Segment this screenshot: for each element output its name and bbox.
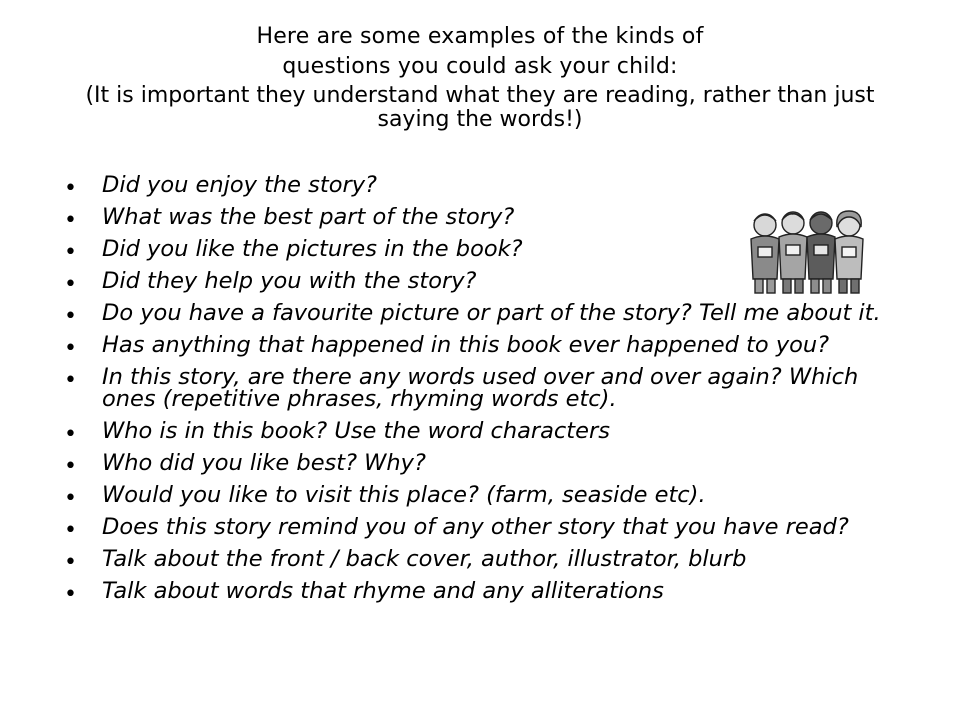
list-item	[60, 332, 910, 361]
bullet-icon: •	[64, 486, 77, 511]
heading-line-2: questions you could ask your child:	[282, 54, 678, 79]
question-text: Has anything that happened in this book ever happened to you?	[102, 332, 830, 358]
slide-heading	[50, 22, 910, 132]
list-item	[60, 300, 910, 329]
question-text: What was the best part of the story?	[102, 204, 515, 230]
question-text: Did they help you with the story?	[102, 268, 477, 294]
list-item	[60, 450, 910, 479]
question-text: Did you like the pictures in the book?	[102, 236, 523, 262]
list-item	[60, 514, 910, 543]
heading-line-1: Here are some examples of the kinds of	[256, 24, 704, 49]
bullet-icon: •	[64, 550, 77, 575]
list-item	[60, 418, 910, 447]
question-text: Who did you like best? Why?	[102, 450, 426, 476]
question-text: In this story, are there any words used over and over again? Which ones (repetitive phrases, rhyming words etc).	[102, 364, 859, 412]
bullet-icon: •	[64, 518, 77, 543]
bullet-icon: •	[64, 336, 77, 361]
list-item	[60, 482, 910, 511]
bullet-icon: •	[64, 208, 77, 233]
children-reading-icon	[745, 205, 867, 297]
question-text: Does this story remind you of any other story that you have read?	[102, 514, 849, 540]
bullet-icon: •	[64, 240, 77, 265]
list-item	[60, 578, 910, 607]
question-text: Do you have a favourite picture or part of the story? Tell me about it.	[102, 300, 881, 326]
question-text: Did you enjoy the story?	[102, 172, 377, 198]
list-item	[60, 366, 910, 410]
list-item	[60, 172, 910, 201]
question-text: Who is in this book? Use the word characters	[102, 418, 610, 444]
heading-note: (It is important they understand what they are reading, rather than just saying the words!)	[85, 83, 875, 132]
list-item	[60, 546, 910, 575]
question-text: Talk about words that rhyme and any alliterations	[102, 578, 664, 604]
bullet-icon: •	[64, 304, 77, 329]
question-text: Talk about the front / back cover, author, illustrator, blurb	[102, 546, 747, 572]
bullet-icon: •	[64, 176, 77, 201]
bullet-icon: •	[64, 454, 77, 479]
bullet-icon: •	[64, 422, 77, 447]
bullet-icon: •	[64, 582, 77, 607]
bullet-icon: •	[64, 368, 77, 393]
question-text: Would you like to visit this place? (farm, seaside etc).	[102, 482, 706, 508]
bullet-icon: •	[64, 272, 77, 297]
